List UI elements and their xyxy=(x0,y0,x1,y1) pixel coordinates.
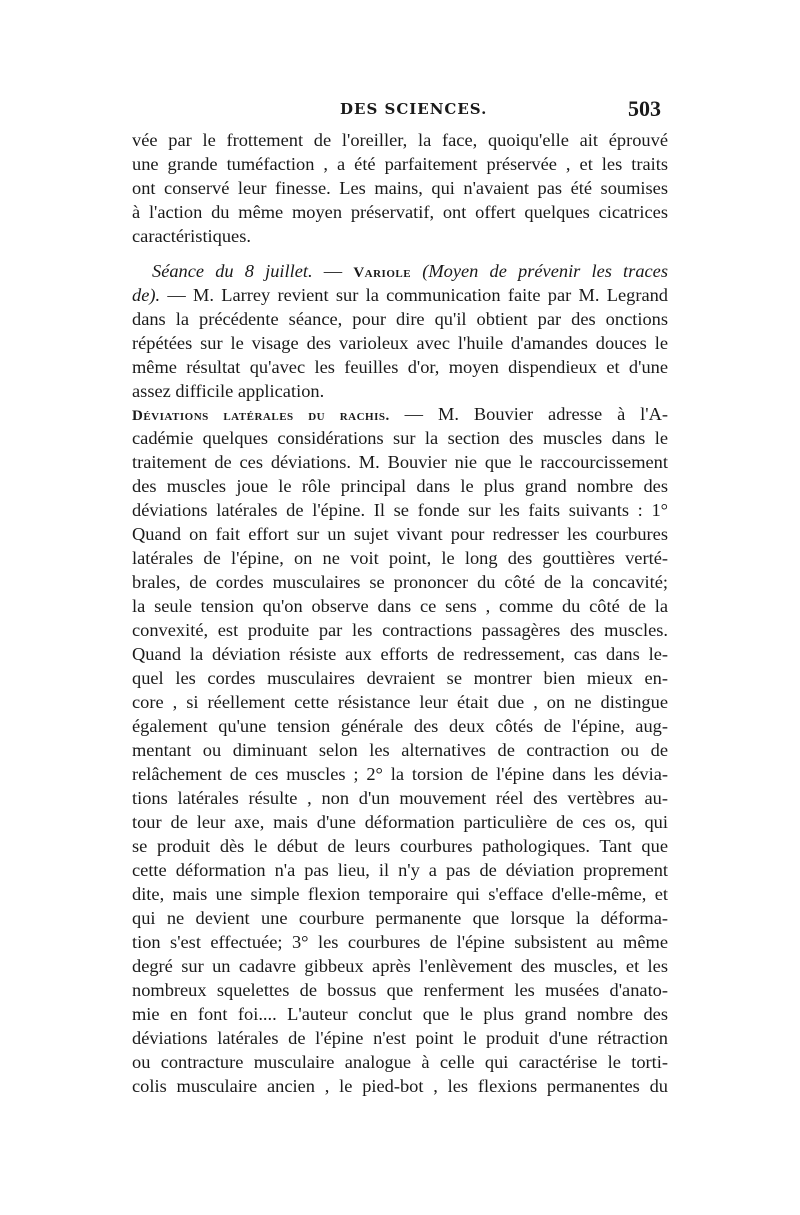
topic-variole: Variole xyxy=(353,265,412,281)
text-line: déviations latérales de l'épine n'est point le produit d'une rétraction xyxy=(132,1028,668,1048)
text-line xyxy=(132,283,668,307)
text-line: Quand on fait effort sur un sujet vivant pour redresser les courbures xyxy=(132,524,668,544)
topic-subtitle-end: de). xyxy=(132,285,161,305)
text-line: tour de leur axe, mais d'une déformation particulière de ces os, qui xyxy=(132,812,668,832)
line-text: — M. Larrey revient sur la communication faite par M. Legrand xyxy=(160,285,668,305)
text-line: déviations latérales de l'épine. Il se fonde sur les faits suivants : 1° xyxy=(132,500,668,520)
text-line: core , si réellement cette résistance leur était due , on ne distingue xyxy=(132,692,668,712)
text-line: dite, mais une simple flexion temporaire qui s'efface d'elle-même, et xyxy=(132,884,668,904)
text-line: mentant ou diminuant selon les alternatives de contraction ou de xyxy=(132,740,668,760)
text-line: cadémie quelques considérations sur la section des muscles dans le xyxy=(132,428,668,448)
running-head xyxy=(0,96,800,124)
topic-subtitle: (Moyen de prévenir les traces xyxy=(411,261,669,281)
text-line: assez difficile application. xyxy=(132,381,325,401)
text-line: relâchement de ces muscles ; 2° la torsion de l'épine dans les dévia- xyxy=(132,764,668,784)
text-line: traitement de ces déviations. M. Bouvier nie que le raccourcissement xyxy=(132,452,668,472)
text-line: ou contracture musculaire analogue à celle qui caractérise le torti- xyxy=(132,1052,668,1072)
text-line: se produit dès le début de leurs courbures pathologiques. Tant que xyxy=(132,836,668,856)
text-line: mie en font foi.... L'auteur conclut que le plus grand nombre des xyxy=(132,1004,668,1024)
page-number: 503 xyxy=(628,96,661,121)
line-text: — M. Bouvier adresse à l'A- xyxy=(389,404,668,424)
text-line: quel les cordes musculaires devraient se montrer bien mieux en- xyxy=(132,668,668,688)
running-title: DES SCIENCES. xyxy=(340,100,488,118)
text-line: colis musculaire ancien , le pied-bot , les flexions permanentes du xyxy=(132,1076,668,1096)
text-line: convexité, est produite par les contractions passagères des muscles. xyxy=(132,620,668,640)
section-heading-line xyxy=(132,402,668,426)
text-line: latérales de l'épine, on ne voit point, le long des gouttières verté- xyxy=(132,548,668,568)
text-line: la seule tension qu'on observe dans ce sens , comme du côté de la xyxy=(132,596,668,616)
text-line: degré sur un cadavre gibbeux après l'enlèvement des muscles, et les xyxy=(132,956,668,976)
text-line: même résultat qu'avec les feuilles d'or, moyen dispendieux et d'une xyxy=(132,357,668,377)
dash: — xyxy=(312,261,354,281)
text-line: tions latérales résulte , non d'un mouvement réel des vertèbres au- xyxy=(132,788,668,808)
text-line: qui ne devient une courbure permanente que lorsque la déforma- xyxy=(132,908,668,928)
text-line: brales, de cordes musculaires se prononcer du côté de la concavité; xyxy=(132,572,668,592)
text-line: à l'action du même moyen préservatif, ont offert quelques cicatrices xyxy=(132,202,668,222)
text-line: tion s'est effectuée; 3° les courbures de l'épine subsistent au même xyxy=(132,932,668,952)
text-line: ont conservé leur finesse. Les mains, qui n'avaient pas été soumises xyxy=(132,178,668,198)
text-line: répétées sur le visage des varioleux avec l'huile d'amandes douces le xyxy=(132,333,668,353)
text-line: cette déformation n'a pas lieu, il n'y a pas de déviation proprement xyxy=(132,860,668,880)
text-line: également qu'une tension générale des deux côtés de l'épine, aug- xyxy=(132,716,668,736)
session-date: Séance du 8 juillet. xyxy=(152,261,313,281)
text-line: dans la précédente séance, pour dire qu'il obtient par des onctions xyxy=(132,309,668,329)
topic-deviations: Déviations latérales du rachis. xyxy=(132,408,390,424)
text-line: vée par le frottement de l'oreiller, la face, quoiqu'elle ait éprouvé xyxy=(132,130,668,150)
text-line: des muscles joue le rôle principal dans le plus grand nombre des xyxy=(132,476,668,496)
text-line: Quand la déviation résiste aux efforts de redressement, cas dans le- xyxy=(132,644,668,664)
text-line: nombreux squelettes de bossus que renferment les musées d'anato- xyxy=(132,980,668,1000)
text-line: caractéristiques. xyxy=(132,226,251,246)
session-heading-line xyxy=(132,259,668,283)
text-line: une grande tuméfaction , a été parfaitement préservée , et les traits xyxy=(132,154,668,174)
